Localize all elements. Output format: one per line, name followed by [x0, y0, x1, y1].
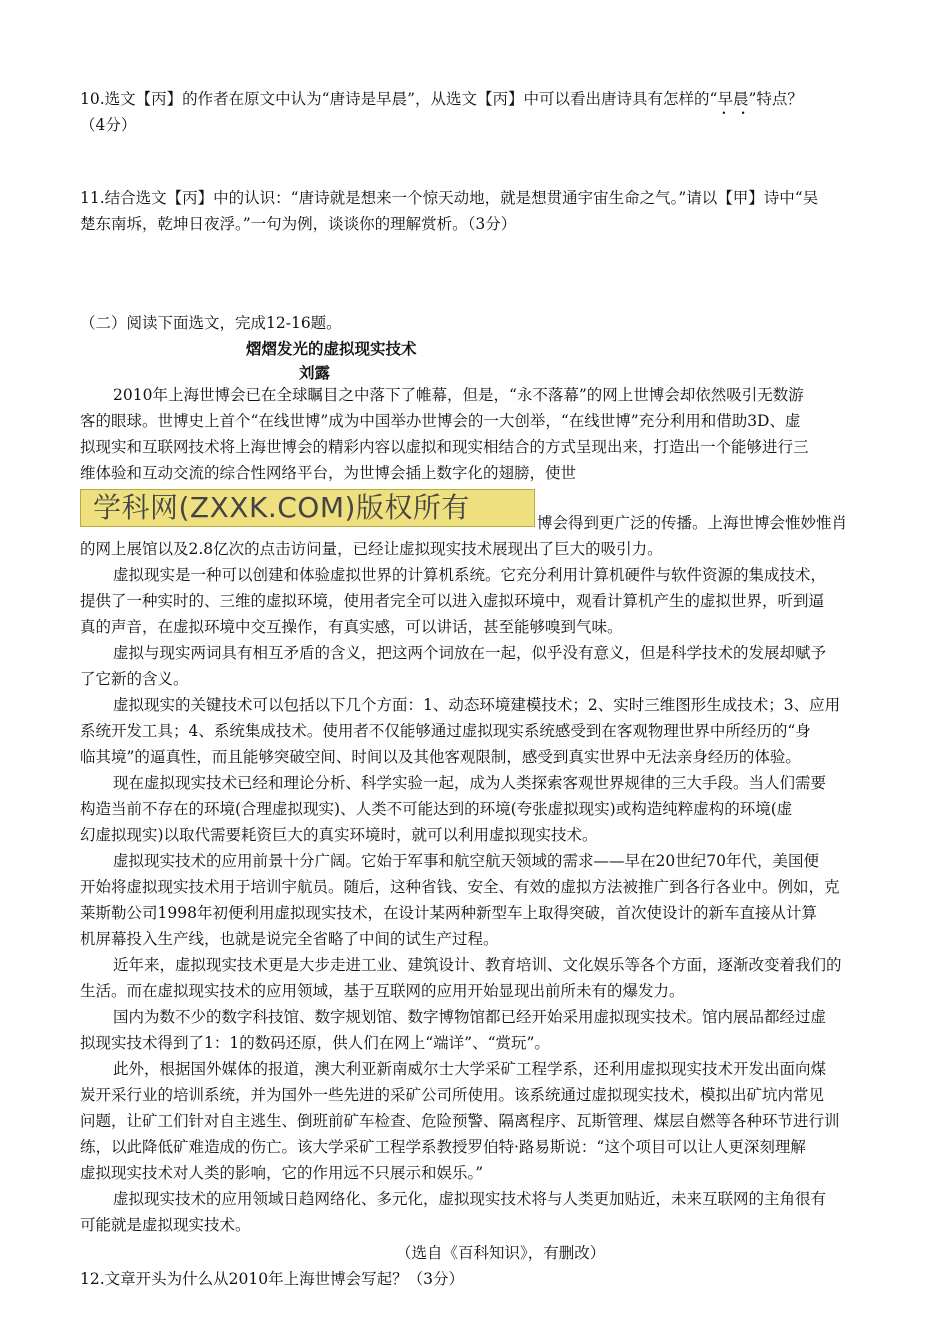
question-10-line-1	[80, 88, 803, 110]
watermark-text: 学科网(ZXXK.COM)版权所有	[93, 491, 470, 524]
body-line-8: 提供了一种实时的、三维的虚拟环境，使用者完全可以进入虚拟环境中，观看计算机产生的虚拟世界，听到逼	[80, 592, 825, 610]
question-11-line-2: 楚东南坼，乾坤日夜浮。”一句为例，谈谈你的理解赏析。（3分）	[80, 215, 517, 233]
question-11-line-1: 11.结合选文【丙】中的认识：“唐诗就是想来一个惊天动地，就是想贯通宇宙生命之气。”请以【甲】诗中“吴	[80, 189, 819, 207]
body-line-3: 拟现实和互联网技术将上海世博会的精彩内容以虚拟和现实相结合的方式呈现出来，打造出一个能够进行三	[80, 438, 809, 456]
body-line-13: 系统开发工具；4、系统集成技术。使用者不仅能够通过虚拟现实系统感受到在客观物理世界中所经历的“身	[80, 722, 811, 740]
q10-text-pre: 10.选文【丙】的作者在原文中认为“唐诗是早晨”，从选文【丙】中可以看出唐诗具有怎样的“	[80, 90, 718, 108]
body-line-6: 的网上展馆以及2.8亿次的点击访问量，已经让虚拟现实技术展现出了巨大的吸引力。	[80, 540, 663, 558]
body-line-4: 维体验和互动交流的综合性网络平台，为世博会插上数字化的翅膀，使世	[80, 464, 577, 482]
body-line-30: 虚拟现实技术对人类的影响，它的作用远不只展示和娱乐。”	[80, 1164, 484, 1182]
body-line-31: 虚拟现实技术的应用领域日趋网络化、多元化，虚拟现实技术将与人类更加贴近，未来互联网的主角很有	[113, 1190, 827, 1208]
body-line-11: 了它新的含义。	[80, 670, 189, 688]
body-line-9: 真的声音，在虚拟环境中交互操作，有真实感，可以讲话，甚至能够嗅到气味。	[80, 618, 623, 636]
body-line-19: 开始将虚拟现实技术用于培训宇航员。随后，这种省钱、安全、有效的虚拟方法被推广到各行各业中。例如，克	[80, 878, 840, 896]
body-line-18: 虚拟现实技术的应用前景十分广阔。它始于军事和航空航天领域的需求——早在20世纪70年代，美国便	[113, 852, 819, 870]
body-line-25: 拟现实技术得到了1：1的数码还原，供人们在网上“端详”、“赏玩”。	[80, 1034, 550, 1052]
body-line-28: 问题，让矿工们针对自主逃生、倒班前矿车检查、危险预警、隔离程序、瓦斯管理、煤层自燃等各种环节进行训	[80, 1112, 840, 1130]
article-author: 刘露	[299, 363, 331, 382]
watermark-banner	[80, 489, 535, 527]
body-line-21: 机屏幕投入生产线，也就是说完全省略了中间的试生产过程。	[80, 930, 499, 948]
body-line-26: 此外，根据国外媒体的报道，澳大利亚新南威尔士大学采矿工程学系，还利用虚拟现实技术开发出面向煤	[113, 1060, 827, 1078]
body-line-7: 虚拟现实是一种可以创建和体验虚拟世界的计算机系统。它充分利用计算机硬件与软件资源的集成技术，	[113, 566, 827, 584]
body-line-20: 莱斯勒公司1998年初便利用虚拟现实技术，在设计某两种新型车上取得突破，首次使设计的新车直接从计算	[80, 904, 817, 922]
body-line-15: 现在虚拟现实技术已经和理论分析、科学实验一起，成为人类探索客观世界规律的三大手段。当人们需要	[113, 774, 827, 792]
body-line-2: 客的眼球。世博史上首个“在线世博”成为中国举办世博会的一大创举，“在线世博”充分利用和借助3D、虚	[80, 412, 801, 430]
q10-dotted-emphasis: 早晨 • •	[717, 88, 748, 110]
body-line-12: 虚拟现实的关键技术可以包括以下几个方面：1、动态环境建模技术；2、实时三维图形生成技术；3、应用	[113, 696, 841, 714]
body-line-23: 生活。而在虚拟现实技术的应用领域，基于互联网的应用开始显现出前所未有的爆发力。	[80, 982, 685, 1000]
body-line-24: 国内为数不少的数字科技馆、数字规划馆、数字博物馆都已经开始采用虚拟现实技术。馆内展品都经过虚	[113, 1008, 827, 1026]
question-10-score: （4分）	[80, 116, 137, 134]
article-title: 熠熠发光的虚拟现实技术	[246, 339, 417, 358]
question-12: 12.文章开头为什么从2010年上海世博会写起？（3分）	[80, 1270, 464, 1288]
body-line-16: 构造当前不存在的环境(合理虚拟现实)、人类不可能达到的环境(夸张虚拟现实)或构造纯粹虚构的环境(虚	[80, 800, 793, 818]
body-line-32: 可能就是虚拟现实技术。	[80, 1216, 251, 1234]
section-2-heading: （二）阅读下面选文，完成12-16题。	[80, 314, 342, 332]
body-line-10: 虚拟与现实两词具有相互矛盾的含义，把这两个词放在一起，似乎没有意义，但是科学技术的发展却赋予	[113, 644, 827, 662]
body-line-1: 2010年上海世博会已在全球瞩目之中落下了帷幕，但是，“永不落幕”的网上世博会却依然吸引无数游	[113, 386, 804, 404]
body-line-27: 炭开采行业的培训系统，并为国外一些先进的采矿公司所使用。该系统通过虚拟现实技术，模拟出矿坑内常见	[80, 1086, 825, 1104]
body-line-5: 博会得到更广泛的传播。上海世博会惟妙惟肖	[537, 514, 848, 532]
q10-text-post: ”特点？	[748, 90, 803, 108]
body-line-29: 练，以此降低矿难造成的伤亡。该大学采矿工程学系教授罗伯特·路易斯说：“这个项目可以让人更深刻理解	[80, 1138, 806, 1156]
body-line-17: 幻虚拟现实)以取代需要耗资巨大的真实环境时，就可以利用虚拟现实技术。	[80, 826, 598, 844]
body-line-14: 临其境”的逼真性，而且能够突破空间、时间以及其他客观限制，感受到真实世界中无法亲身经历的体验。	[80, 748, 801, 766]
source-citation: （选自《百科知识》，有删改）	[396, 1244, 606, 1262]
body-line-22: 近年来，虚拟现实技术更是大步走进工业、建筑设计、教育培训、文化娱乐等各个方面，逐渐改变着我们的	[113, 956, 842, 974]
